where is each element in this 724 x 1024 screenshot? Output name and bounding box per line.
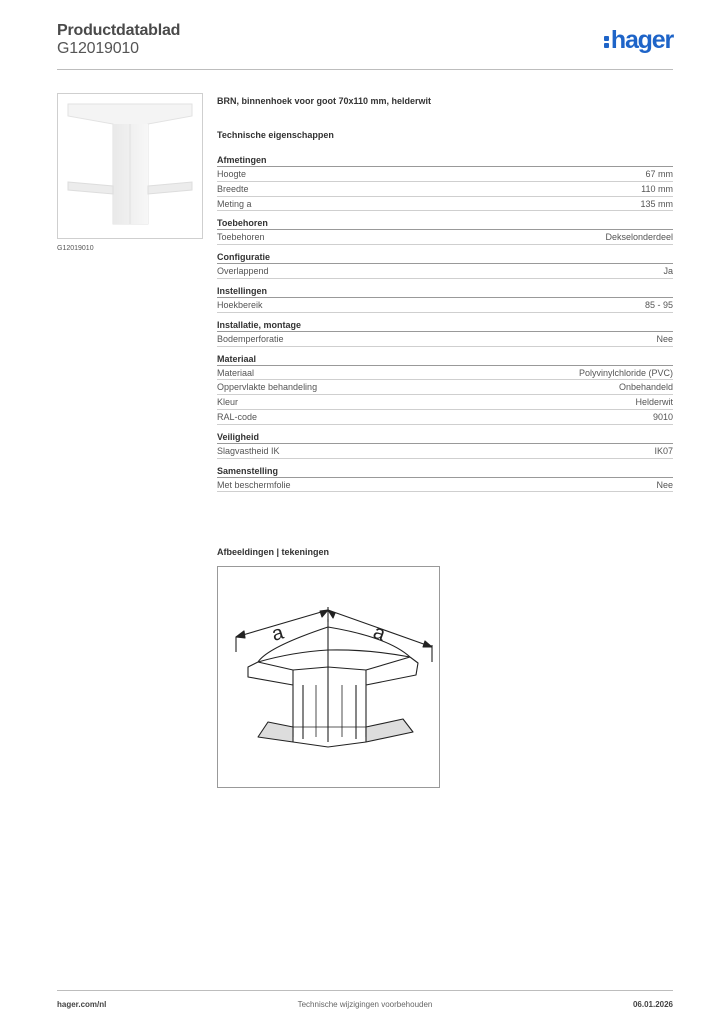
dimension-label-right: a [370,621,389,646]
footer-note: Technische wijzigingen voorbehouden [297,1000,433,1009]
spec-value: Dekselonderdeel [605,232,673,243]
spec-label: Overlappend [217,266,269,277]
spec-value: Nee [656,479,673,490]
spec-group [217,285,673,313]
hager-logo [604,28,673,52]
spec-label: Materiaal [217,367,255,378]
logo-wordmark: hager [610,26,673,54]
inner-corner-drawing-icon [218,567,439,787]
spec-group-title: Configuratie [217,251,673,264]
spec-row [217,230,673,245]
spec-group-title: Toebehoren [217,217,673,230]
spec-group-title: Materiaal [217,353,673,366]
spec-label: RAL-code [217,411,258,422]
spec-group [217,353,673,425]
spec-label: Met beschermfolie [217,479,291,490]
inner-corner-photo-icon [58,94,202,238]
spec-label: Kleur [217,397,239,408]
spec-group [217,431,673,459]
spec-row [217,444,673,459]
spec-label: Hoekbereik [217,299,263,310]
spec-label: Oppervlakte behandeling [217,382,318,393]
spec-label: Bodemperforatie [217,333,284,344]
spec-group-title: Veiligheid [217,431,673,444]
spec-group [217,251,673,279]
spec-row [217,197,673,212]
page-footer [57,990,673,1012]
spec-value: IK07 [654,445,673,456]
spec-row [217,366,673,381]
spec-group-title: Afmetingen [217,154,673,167]
spec-value: 85 - 95 [644,299,673,310]
spec-value: 110 mm [641,183,673,194]
spec-row [217,182,673,197]
spec-row [217,298,673,313]
product-description: BRN, binnenhoek voor goot 70x110 mm, helderwit [217,96,432,106]
technical-properties-heading: Technische eigenschappen [217,130,334,140]
spec-row [217,395,673,410]
footer-date: 06.01.2026 [632,1000,673,1009]
footer-url[interactable]: hager.com/nl [57,1000,107,1009]
images-heading: Afbeeldingen | tekeningen [217,547,330,557]
spec-group [217,154,673,211]
spec-label: Meting a [217,198,252,209]
spec-group [217,319,673,347]
spec-label: Breedte [217,183,249,194]
dimension-label-left: a [269,621,287,646]
specifications [217,96,673,498]
spec-group [217,217,673,245]
spec-group-title: Samenstelling [217,465,673,478]
spec-value: 67 mm [645,169,673,179]
spec-row [217,410,673,425]
spec-label: Hoogte [217,169,247,179]
technical-drawing [217,566,440,788]
spec-groups [217,154,673,492]
spec-row [217,167,673,182]
spec-row [217,380,673,395]
spec-label: Slagvastheid IK [217,445,280,456]
spec-group [217,465,673,493]
spec-label: Toebehoren [217,232,265,243]
document-title: Productdatablad [57,22,181,39]
spec-value: Polyvinylchloride (PVC) [578,367,673,378]
product-code: G12019010 [57,40,139,57]
spec-value: Onbehandeld [618,382,673,393]
spec-row [217,332,673,347]
spec-row [217,264,673,279]
logo-dots-icon [604,36,609,48]
spec-row [217,478,673,493]
spec-value: Nee [656,333,673,344]
spec-value: 135 mm [640,198,673,209]
spec-value: 9010 [652,411,673,422]
spec-group-title: Installatie, montage [217,319,673,332]
page-header [57,22,673,70]
product-photo [57,93,203,239]
spec-group-title: Instellingen [217,285,673,298]
photo-caption: G12019010 [57,245,94,252]
spec-value: Helderwit [635,397,673,408]
spec-value: Ja [663,266,673,277]
